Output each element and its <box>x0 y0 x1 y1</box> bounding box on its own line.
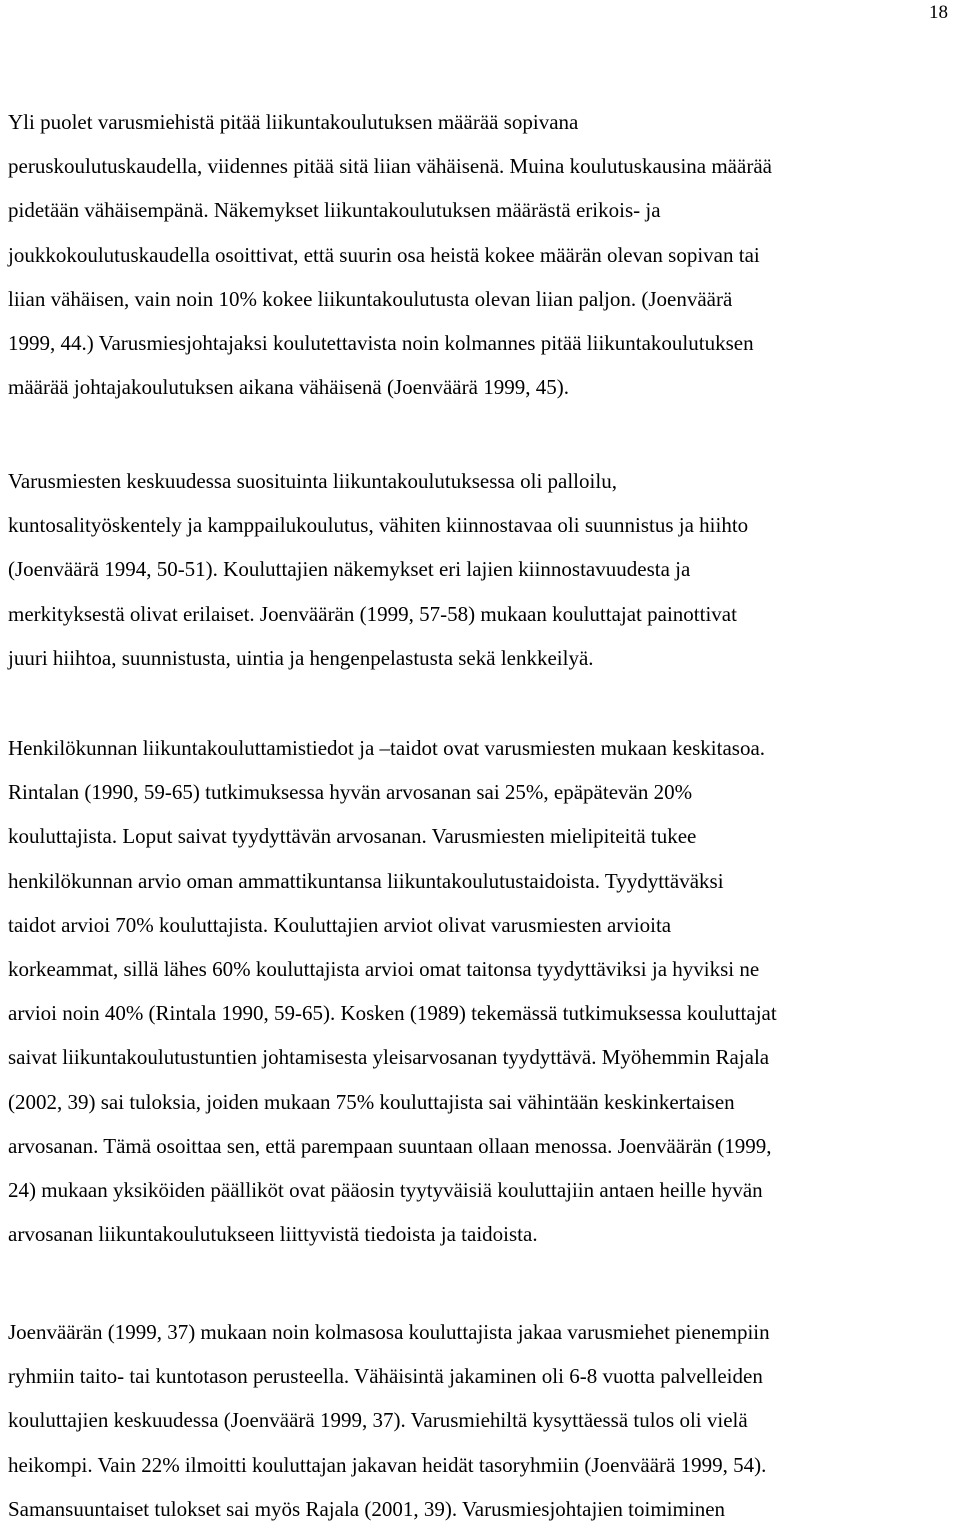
text-line: heikompi. Vain 22% ilmoitti kouluttajan jakavan heidät tasoryhmiin (Joenväärä 1999, 54). <box>8 1452 767 1477</box>
text-line: ryhmiin taito- tai kuntotason perusteella. Vähäisintä jakaminen oli 6-8 vuotta palvelleiden <box>8 1364 763 1389</box>
text-line: (Joenväärä 1994, 50-51). Kouluttajien näkemykset eri lajien kiinnostavuudesta ja <box>8 557 691 582</box>
paragraph-1 <box>8 100 960 409</box>
text-line: joukkokoulutuskaudella osoittivat, että suurin osa heistä kokee määrän olevan sopivan tai <box>8 242 760 267</box>
text-line: arvosanan. Tämä osoittaa sen, että parempaan suuntaan ollaan menossa. Joenväärän (1999, <box>8 1133 772 1158</box>
text-line: 1999, 44.) Varusmiesjohtajaksi koulutettavista noin kolmannes pitää liikuntakoulutuksen <box>8 331 754 356</box>
paragraph-2 <box>8 459 960 680</box>
text-line: peruskoulutuskaudella, viidennes pitää sitä liian vähäisenä. Muina koulutuskausina määrää <box>8 154 772 179</box>
text-line: pidetään vähäisempänä. Näkemykset liikuntakoulutuksen määrästä erikois- ja <box>8 198 661 223</box>
text-line: 24) mukaan yksiköiden päälliköt ovat pääosin tyytyväisiä kouluttajiin antaen heille hyvän <box>8 1178 763 1203</box>
text-line: juuri hiihtoa, suunnistusta, uintia ja hengenpelastusta sekä lenkkeilyä. <box>8 645 594 670</box>
text-line: Varusmiesten keskuudessa suosituinta liikuntakoulutuksessa oli palloilu, <box>8 469 617 493</box>
text-line: määrää johtajakoulutuksen aikana vähäisenä (Joenväärä 1999, 45). <box>8 375 569 400</box>
text-line: Samansuuntaiset tulokset sai myös Rajala (2001, 39). Varusmiesjohtajien toimiminen <box>8 1496 726 1521</box>
text-line: Yli puolet varusmiehistä pitää liikuntakoulutuksen määrää sopivana <box>8 110 579 134</box>
text-line: henkilökunnan arvio oman ammattikuntansa liikuntakoulutustaidoista. Tyydyttäväksi <box>8 868 724 893</box>
paragraph-4 <box>8 1310 960 1531</box>
text-line: liian vähäisen, vain noin 10% kokee liikuntakoulutusta olevan liian paljon. (Joenväärä <box>8 286 733 311</box>
text-line: Henkilökunnan liikuntakouluttamistiedot ja –taidot ovat varusmiesten mukaan keskitasoa. <box>8 736 766 760</box>
page-number: 18 <box>929 2 948 23</box>
text-line: arvioi noin 40% (Rintala 1990, 59-65). Kosken (1989) tekemässä tutkimuksessa kouluttajat <box>8 1001 777 1026</box>
text-line: saivat liikuntakoulutustuntien johtamisesta yleisarvosanan tyydyttävä. Myöhemmin Rajala <box>8 1045 770 1070</box>
text-line: kuntosalityöskentely ja kamppailukoulutus, vähiten kiinnostavaa oli suunnistus ja hiihto <box>8 513 749 538</box>
text-line: Joenväärän (1999, 37) mukaan noin kolmasosa kouluttajista jakaa varusmiehet pienempiin <box>8 1320 770 1344</box>
text-line: kouluttajista. Loput saivat tyydyttävän arvosanan. Varusmiesten mielipiteitä tukee <box>8 824 697 849</box>
text-line: Rintalan (1990, 59-65) tutkimuksessa hyvän arvosanan sai 25%, epäpätevän 20% <box>8 780 693 805</box>
text-line: korkeammat, sillä lähes 60% kouluttajista arvioi omat taitonsa tyydyttäviksi ja hyviksi ne <box>8 957 760 982</box>
text-line: merkityksestä olivat erilaiset. Joenväärän (1999, 57-58) mukaan kouluttajat painottivat <box>8 601 737 626</box>
text-line: kouluttajien keskuudessa (Joenväärä 1999, 37). Varusmiehiltä kysyttäessä tulos oli vielä <box>8 1408 748 1433</box>
text-line: (2002, 39) sai tuloksia, joiden mukaan 75% kouluttajista sai vähintään keskinkertaisen <box>8 1089 735 1114</box>
paragraph-3 <box>8 726 960 1256</box>
text-line: arvosanan liikuntakoulutukseen liittyvistä tiedoista ja taidoista. <box>8 1222 538 1247</box>
text-line: taidot arvioi 70% kouluttajista. Kouluttajien arviot olivat varusmiesten arvioita <box>8 912 672 937</box>
